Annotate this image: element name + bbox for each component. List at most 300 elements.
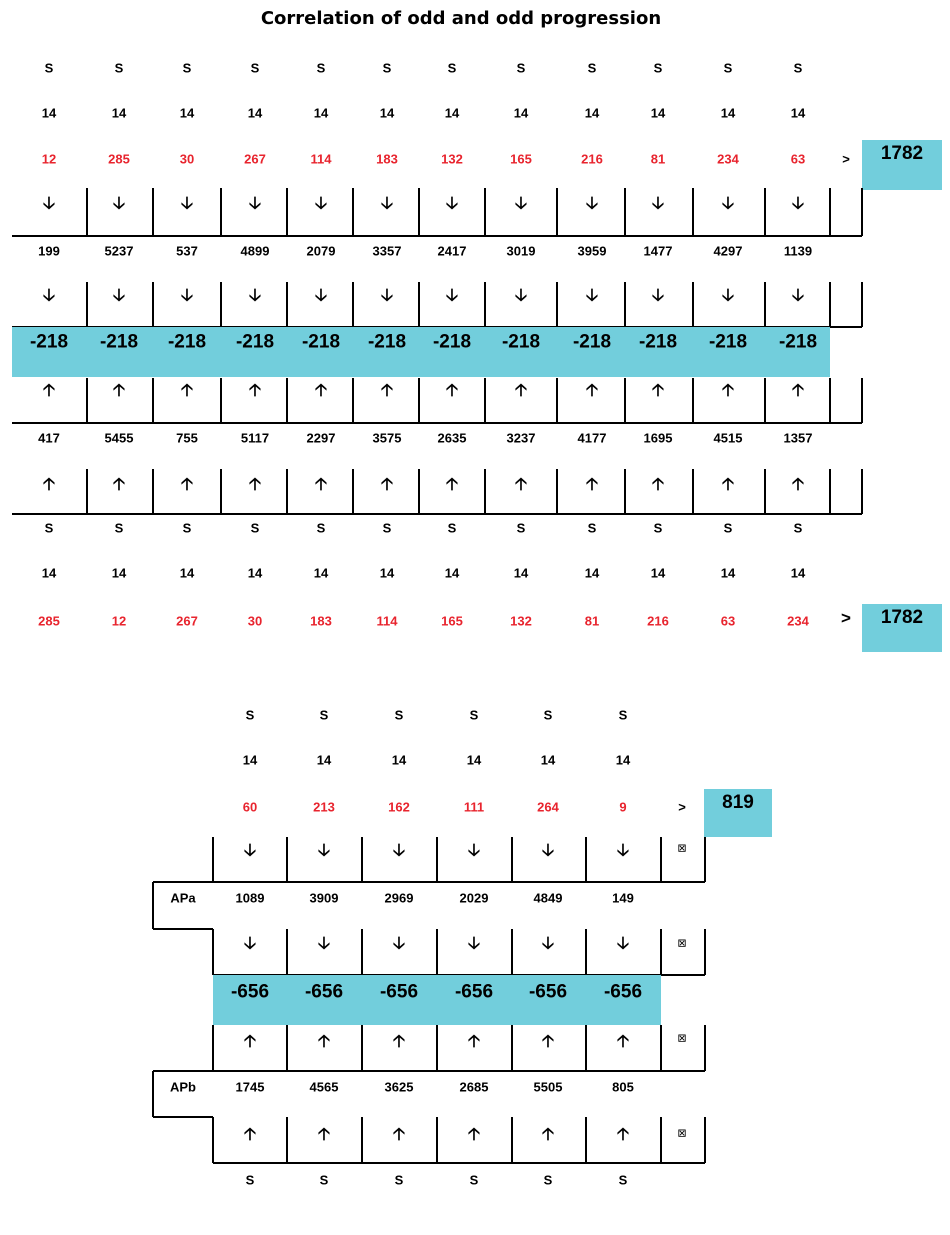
grid-separator [418,188,420,236]
top-mid-upper-value: 1477 [643,243,673,259]
placeholder-glyph: ⊠ [677,1126,687,1140]
bottom-s-label: S [469,1172,479,1188]
grid-separator [286,282,288,327]
arrow-down-icon: 🡣 [314,285,328,305]
label-bracket [152,882,154,929]
arrow-up-icon: 🡡 [467,1124,481,1144]
arrow-down-icon: 🡣 [651,193,665,213]
top-mid-lower-value: 755 [176,430,198,446]
top-row-b-value: 165 [441,613,463,629]
grid-separator [212,1117,214,1163]
top-s-label: S [587,520,597,536]
label-bracket [152,1071,154,1117]
grid-separator [764,378,766,423]
grid-separator [585,929,587,975]
grid-separator [286,1025,288,1071]
top-s-label: S [182,520,192,536]
arrow-down-icon: 🡣 [317,840,331,860]
grid-separator [361,1025,363,1071]
arrow-up-icon: 🡡 [616,1124,630,1144]
arrow-up-icon: 🡡 [180,380,194,400]
top-base-value: 14 [379,105,395,121]
grid-separator [556,378,558,423]
label-bracket [153,881,213,883]
top-mid-lower-value: 3575 [372,430,402,446]
bottom-mid-lower-value: 3625 [384,1079,414,1095]
grid-separator [829,469,831,514]
grid-separator [418,469,420,514]
arrow-down-icon: 🡣 [616,933,630,953]
arrow-down-icon: 🡣 [314,193,328,213]
bottom-center-value: -656 [230,981,270,1003]
top-center-value: -218 [708,331,748,353]
top-row-b-value: 285 [38,613,60,629]
arrow-up-icon: 🡡 [42,474,56,494]
arrow-down-icon: 🡣 [180,193,194,213]
arrow-down-icon: 🡣 [180,285,194,305]
grid-separator [556,282,558,327]
grid-separator [86,378,88,423]
arrow-down-icon: 🡣 [112,285,126,305]
top-mid-upper-value: 4297 [713,243,743,259]
arrow-up-icon: 🡡 [585,380,599,400]
top-center-value: -218 [432,331,472,353]
grid-separator [220,378,222,423]
grid-separator [286,1117,288,1163]
top-row-b-value: 114 [376,613,398,629]
arrow-up-icon: 🡡 [180,474,194,494]
arrow-down-icon: 🡣 [392,840,406,860]
top-mid-upper-value: 537 [176,243,198,259]
top-center-value: -218 [778,331,818,353]
top-base-value: 14 [41,565,57,581]
greater-than-symbol: > [841,608,851,628]
arrow-up-icon: 🡡 [651,474,665,494]
arrow-down-icon: 🡣 [42,193,56,213]
grid-separator [692,188,694,236]
top-base-value: 14 [650,565,666,581]
grid-separator [861,188,863,236]
grid-separator [764,469,766,514]
grid-separator [861,378,863,423]
arrow-up-icon: 🡡 [243,1031,257,1051]
bottom-center-value: -656 [379,981,419,1003]
grid-separator [660,1025,662,1071]
label-bracket [153,1116,213,1118]
grid-separator [352,469,354,514]
grid-separator [352,188,354,236]
grid-separator [585,1025,587,1071]
bottom-s-label: S [319,1172,329,1188]
arrow-up-icon: 🡡 [248,380,262,400]
grid-separator [212,837,214,882]
top-s-label: S [114,60,124,76]
top-s-label: S [114,520,124,536]
top-row-b-value: 81 [584,613,600,629]
top-center-value: -218 [501,331,541,353]
grid-separator [352,378,354,423]
top-row-a-value: 81 [650,151,666,167]
top-s-label: S [182,60,192,76]
top-mid-upper-value: 2079 [306,243,336,259]
top-total-box [862,604,942,652]
top-center-value: -218 [29,331,69,353]
top-mid-upper-value: 199 [38,243,60,259]
grid-separator [286,188,288,236]
top-base-value: 14 [313,105,329,121]
top-s-label: S [723,520,733,536]
greater-than-symbol: > [842,151,850,167]
top-center-value: -218 [572,331,612,353]
bottom-center-value: -656 [528,981,568,1003]
page-title: Correlation of odd and odd progression [260,8,662,29]
grid-separator [484,188,486,236]
arrow-down-icon: 🡣 [467,933,481,953]
arrow-up-icon: 🡡 [392,1124,406,1144]
grid-separator [286,469,288,514]
top-base-value: 14 [247,105,263,121]
top-center-value: -218 [367,331,407,353]
arrow-up-icon: 🡡 [243,1124,257,1144]
top-mid-lower-value: 2635 [437,430,467,446]
arrow-down-icon: 🡣 [467,840,481,860]
top-mid-lower-value: 4515 [713,430,743,446]
grid-separator [692,282,694,327]
arrow-down-icon: 🡣 [616,840,630,860]
top-row-a-value: 183 [376,151,398,167]
top-mid-upper-value: 5237 [104,243,134,259]
top-base-value: 14 [111,105,127,121]
arrow-down-icon: 🡣 [445,285,459,305]
arrow-up-icon: 🡡 [791,380,805,400]
grid-separator [286,837,288,882]
top-s-label: S [653,60,663,76]
bottom-s-label: S [394,1172,404,1188]
top-row-b-value: 267 [176,613,198,629]
placeholder-glyph: ⊠ [677,841,687,855]
arrow-up-icon: 🡡 [112,474,126,494]
bottom-total-box [704,789,772,837]
grid-separator [829,282,831,327]
grid-separator [511,1117,513,1163]
top-center-value: -218 [99,331,139,353]
bottom-base-value: 14 [242,752,258,768]
grid-separator [660,1117,662,1163]
grid-separator [152,188,154,236]
top-base-value: 14 [444,105,460,121]
grid-separator [704,837,706,882]
bottom-row-a-value: 9 [619,799,627,815]
top-s-label: S [250,60,260,76]
bottom-row-a-value: 162 [388,799,410,815]
grid-separator [861,469,863,514]
top-s-label: S [382,60,392,76]
top-s-label: S [382,520,392,536]
grid-separator [286,378,288,423]
bottom-mid-upper-value: 2969 [384,890,414,906]
bottom-base-value: 14 [391,752,407,768]
arrow-up-icon: 🡡 [514,474,528,494]
grid-separator [624,188,626,236]
top-mid-lower-value: 3237 [506,430,536,446]
top-total-box-value: 1782 [880,143,924,164]
grid-separator [624,378,626,423]
top-row-a-value: 267 [244,151,266,167]
bottom-center-band [213,975,661,1025]
top-base-value: 14 [513,565,529,581]
bottom-s-label: S [245,707,255,723]
top-row-b-value: 183 [310,613,332,629]
grid-separator [152,282,154,327]
top-row-a-value: 63 [790,151,806,167]
top-row-b-value: 216 [647,613,669,629]
top-s-label: S [44,520,54,536]
bottom-mid-lower-value: 4565 [309,1079,339,1095]
top-base-value: 14 [379,565,395,581]
arrow-up-icon: 🡡 [651,380,665,400]
top-base-value: 14 [179,565,195,581]
grid-separator [484,282,486,327]
bottom-row-a-value: 264 [537,799,559,815]
arrow-down-icon: 🡣 [42,285,56,305]
bottom-mid-upper-value: 149 [612,890,634,906]
top-mid-lower-value: 1695 [643,430,673,446]
top-row-a-value: 285 [108,151,130,167]
bottom-base-value: 14 [466,752,482,768]
grid-separator [436,837,438,882]
arrow-down-icon: 🡣 [514,193,528,213]
arrow-down-icon: 🡣 [514,285,528,305]
top-base-value: 14 [179,105,195,121]
top-base-value: 14 [790,105,806,121]
arrow-down-icon: 🡣 [791,193,805,213]
grid-separator [660,837,662,882]
grid-separator [511,1025,513,1071]
arrow-up-icon: 🡡 [392,1031,406,1051]
arrow-up-icon: 🡡 [585,474,599,494]
grid-separator [212,1025,214,1071]
grid-separator [86,188,88,236]
grid-separator [418,378,420,423]
top-s-label: S [516,60,526,76]
grid-separator [764,188,766,236]
top-row-a-value: 234 [717,151,739,167]
top-row-b-value: 12 [111,613,127,629]
grid-separator [220,188,222,236]
label-apa: APa [170,890,196,906]
arrow-down-icon: 🡣 [541,933,555,953]
top-base-value: 14 [790,565,806,581]
top-base-value: 14 [41,105,57,121]
top-center-value: -218 [235,331,275,353]
grid-separator [829,378,831,423]
grid-separator [704,929,706,975]
grid-separator [152,378,154,423]
grid-separator [704,1025,706,1071]
arrow-up-icon: 🡡 [380,474,394,494]
arrow-up-icon: 🡡 [721,474,735,494]
arrow-down-icon: 🡣 [585,285,599,305]
bottom-center-value: -656 [304,981,344,1003]
grid-separator [286,929,288,975]
top-base-value: 14 [584,105,600,121]
top-center-value: -218 [638,331,678,353]
bottom-center-value: -656 [454,981,494,1003]
top-mid-upper-value: 3959 [577,243,607,259]
bottom-row-a-value: 111 [463,799,485,815]
bottom-mid-upper-value: 4849 [533,890,563,906]
top-base-value: 14 [513,105,529,121]
grid-separator [692,469,694,514]
grid-separator [86,469,88,514]
grid-separator [624,282,626,327]
arrow-up-icon: 🡡 [380,380,394,400]
arrow-down-icon: 🡣 [243,933,257,953]
top-base-value: 14 [247,565,263,581]
bottom-s-label: S [394,707,404,723]
top-s-label: S [316,60,326,76]
bottom-s-label: S [469,707,479,723]
label-apb: APb [170,1079,196,1095]
top-s-label: S [653,520,663,536]
top-s-label: S [316,520,326,536]
grid-separator [436,929,438,975]
top-row-a-value: 132 [441,151,463,167]
grid-baseline [12,513,862,515]
top-base-value: 14 [584,565,600,581]
bottom-mid-lower-value: 5505 [533,1079,563,1095]
bottom-mid-upper-value: 2029 [459,890,489,906]
arrow-down-icon: 🡣 [721,285,735,305]
grid-separator [484,469,486,514]
arrow-up-icon: 🡡 [317,1031,331,1051]
top-center-value: -218 [301,331,341,353]
placeholder-glyph: ⊠ [677,936,687,950]
arrow-down-icon: 🡣 [585,193,599,213]
bottom-mid-lower-value: 2685 [459,1079,489,1095]
top-base-value: 14 [111,565,127,581]
top-mid-lower-value: 417 [38,430,60,446]
arrow-up-icon: 🡡 [616,1031,630,1051]
bottom-s-label: S [543,707,553,723]
grid-separator [764,282,766,327]
arrow-down-icon: 🡣 [317,933,331,953]
bottom-mid-upper-value: 1089 [235,890,265,906]
arrow-up-icon: 🡡 [445,474,459,494]
placeholder-glyph: ⊠ [677,1031,687,1045]
grid-separator [152,469,154,514]
top-s-label: S [587,60,597,76]
arrow-down-icon: 🡣 [243,840,257,860]
arrow-down-icon: 🡣 [541,840,555,860]
bottom-mid-lower-value: 805 [612,1079,634,1095]
top-total-box-value: 1782 [880,607,924,628]
grid-separator [484,378,486,423]
bottom-s-label: S [618,1172,628,1188]
top-s-label: S [723,60,733,76]
arrow-down-icon: 🡣 [791,285,805,305]
arrow-down-icon: 🡣 [651,285,665,305]
bottom-base-value: 14 [615,752,631,768]
bottom-row-a-value: 60 [242,799,258,815]
top-row-b-value: 132 [510,613,532,629]
bottom-center-value: -656 [603,981,643,1003]
top-mid-upper-value: 2417 [437,243,467,259]
top-row-a-value: 114 [310,151,332,167]
top-s-label: S [793,60,803,76]
top-base-value: 14 [444,565,460,581]
bottom-base-value: 14 [316,752,332,768]
grid-separator [436,1025,438,1071]
grid-baseline [12,422,862,424]
top-s-label: S [447,520,457,536]
label-bracket [153,928,213,930]
top-base-value: 14 [720,565,736,581]
top-s-label: S [516,520,526,536]
greater-than-symbol: > [678,799,686,815]
grid-separator [704,1117,706,1163]
top-s-label: S [447,60,457,76]
arrow-up-icon: 🡡 [317,1124,331,1144]
bottom-mid-lower-value: 1745 [235,1079,265,1095]
arrow-up-icon: 🡡 [791,474,805,494]
arrow-down-icon: 🡣 [248,285,262,305]
grid-separator [436,1117,438,1163]
grid-separator [352,282,354,327]
arrow-down-icon: 🡣 [112,193,126,213]
arrow-up-icon: 🡡 [541,1124,555,1144]
top-row-b-value: 63 [720,613,736,629]
grid-separator [861,282,863,327]
arrow-up-icon: 🡡 [42,380,56,400]
arrow-up-icon: 🡡 [112,380,126,400]
grid-separator [829,188,831,236]
bottom-base-value: 14 [540,752,556,768]
grid-separator [692,378,694,423]
top-base-value: 14 [720,105,736,121]
arrow-up-icon: 🡡 [248,474,262,494]
grid-separator [361,929,363,975]
bottom-mid-upper-value: 3909 [309,890,339,906]
grid-separator [361,837,363,882]
arrow-up-icon: 🡡 [514,380,528,400]
arrow-up-icon: 🡡 [541,1031,555,1051]
top-row-a-value: 165 [510,151,532,167]
arrow-up-icon: 🡡 [467,1031,481,1051]
top-mid-upper-value: 4899 [240,243,270,259]
top-row-b-value: 30 [247,613,263,629]
top-mid-lower-value: 2297 [306,430,336,446]
bottom-s-label: S [618,707,628,723]
grid-separator [220,469,222,514]
arrow-down-icon: 🡣 [392,933,406,953]
top-base-value: 14 [313,565,329,581]
grid-separator [624,469,626,514]
arrow-down-icon: 🡣 [445,193,459,213]
top-mid-upper-value: 1139 [783,243,813,259]
bottom-s-label: S [543,1172,553,1188]
grid-separator [86,282,88,327]
top-row-b-value: 234 [787,613,809,629]
grid-separator [212,929,214,975]
top-mid-lower-value: 4177 [577,430,607,446]
top-center-value: -218 [167,331,207,353]
top-mid-upper-value: 3357 [372,243,402,259]
top-row-a-value: 30 [179,151,195,167]
top-mid-lower-value: 5117 [240,430,270,446]
bottom-s-label: S [245,1172,255,1188]
arrow-up-icon: 🡡 [445,380,459,400]
